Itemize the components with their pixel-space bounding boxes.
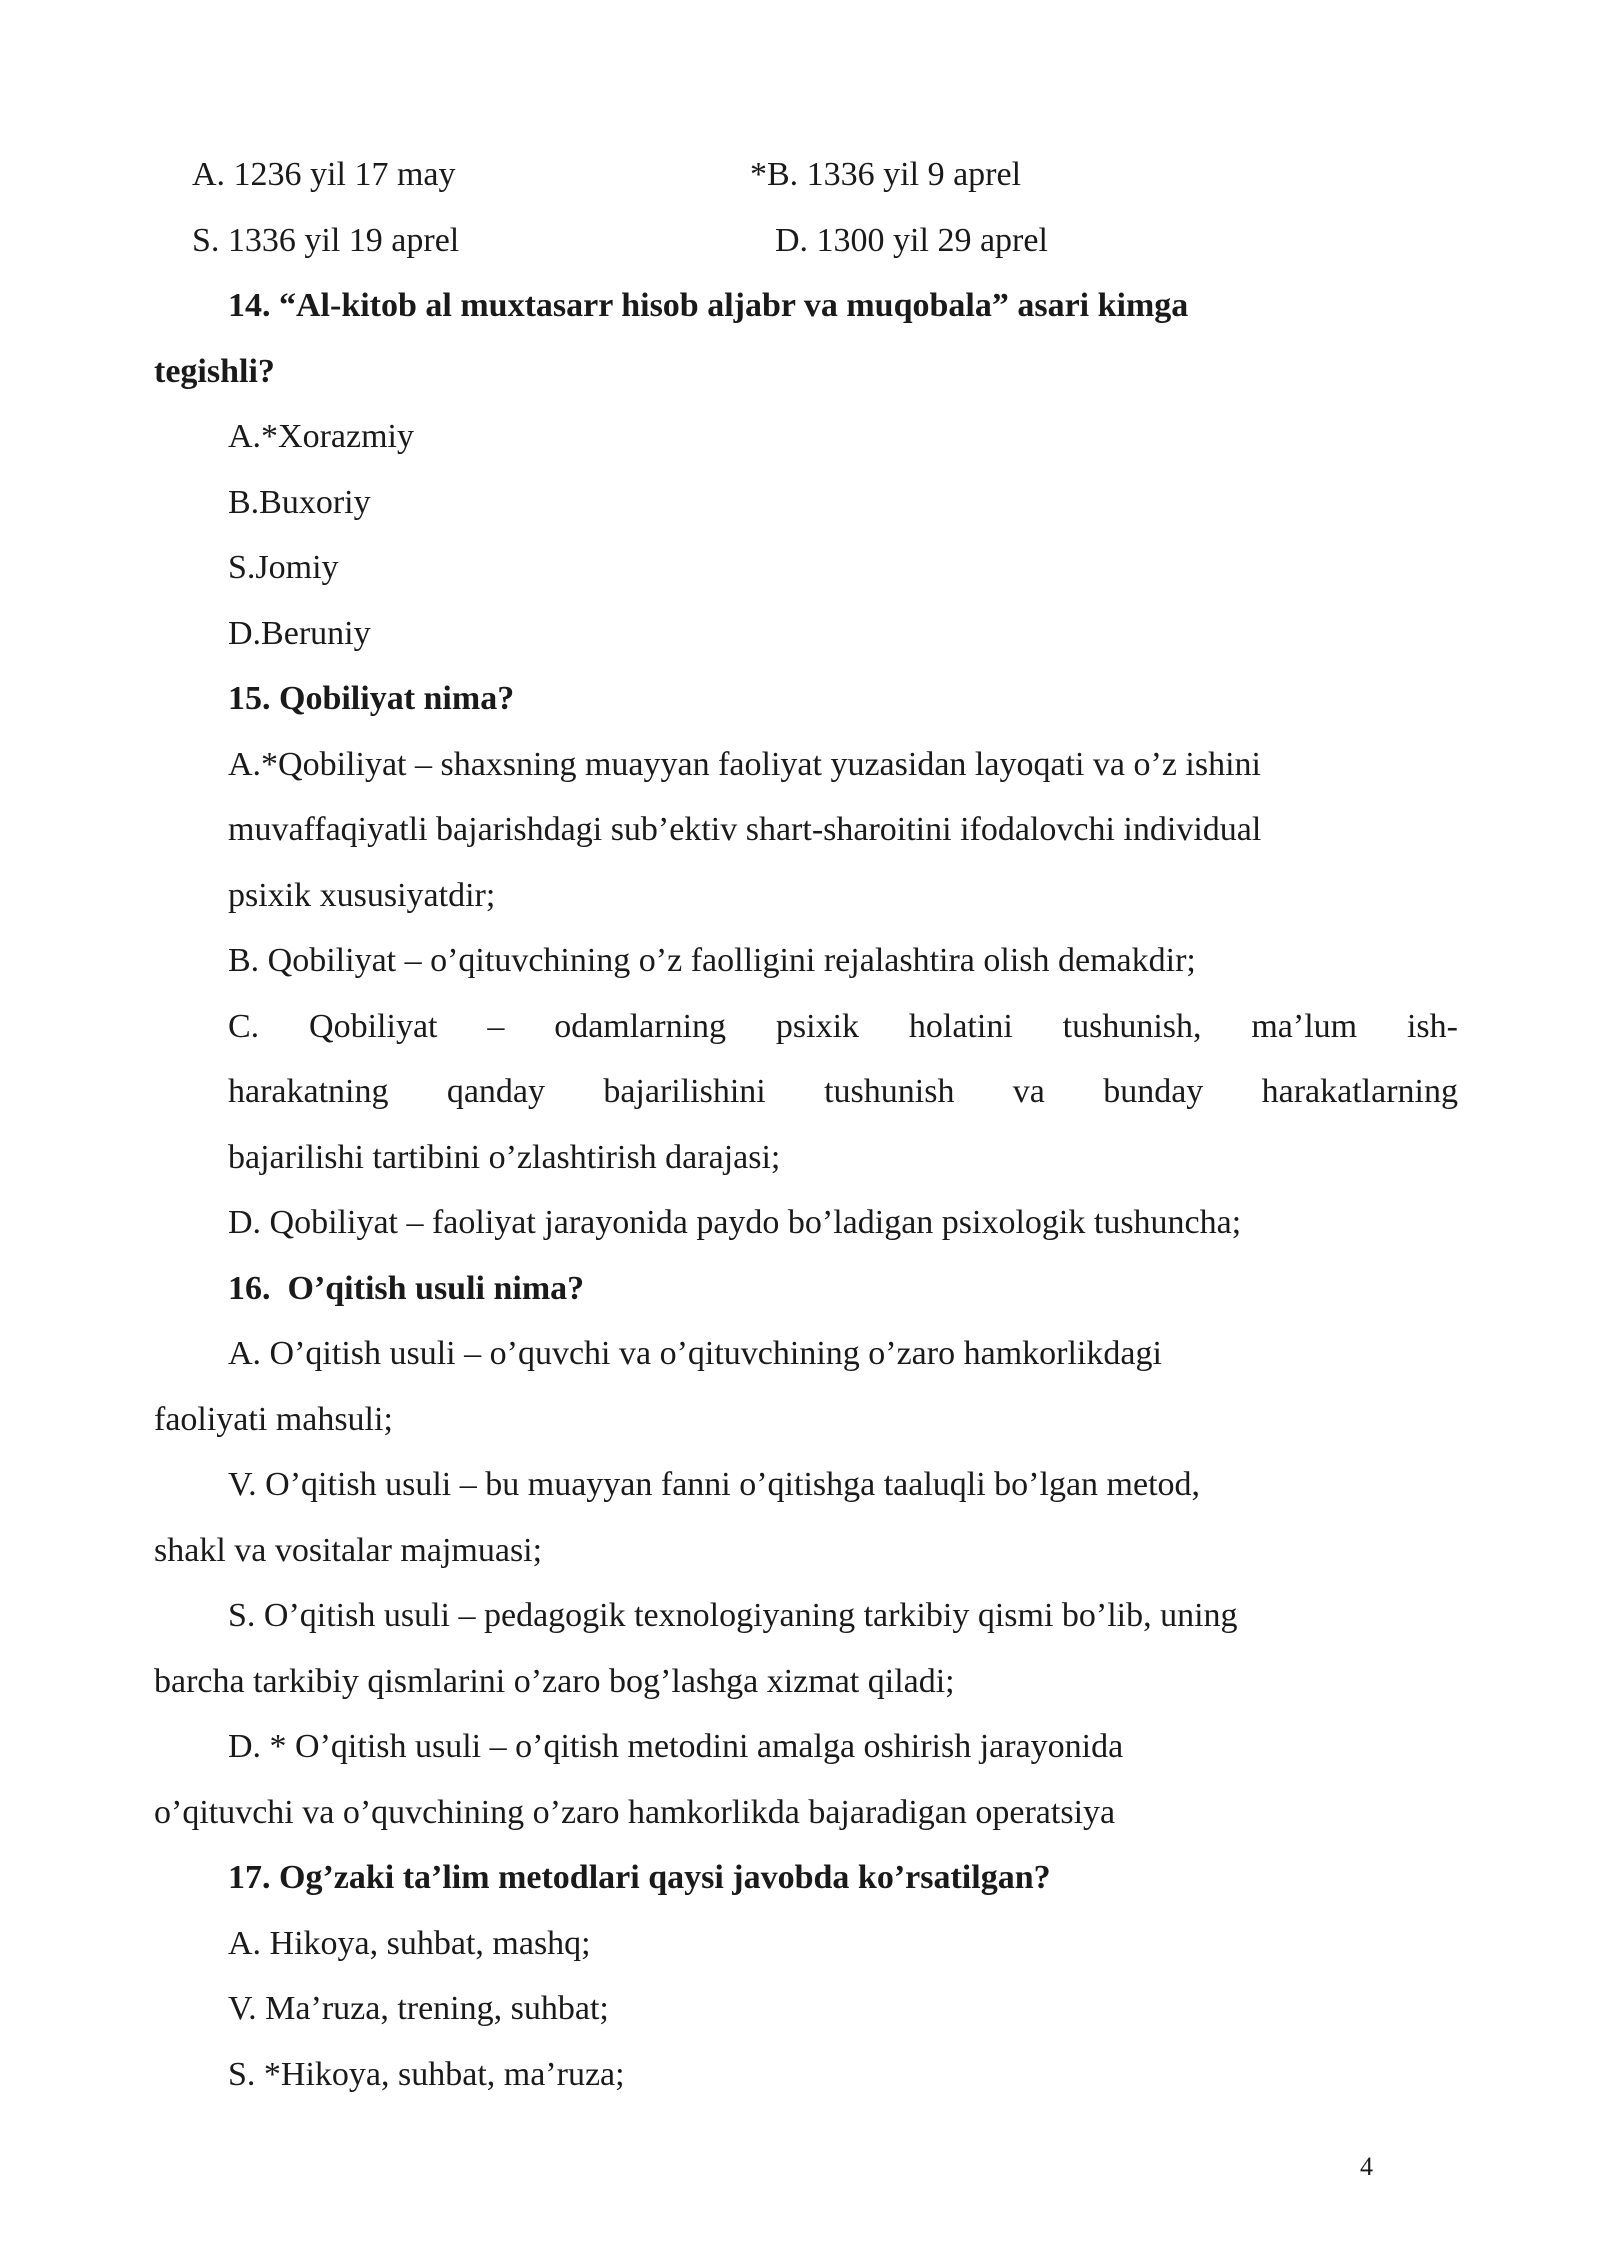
q15-option-a-line3: psixik xususiyatdir; xyxy=(228,877,496,914)
q14-option-s: S.Jomiy xyxy=(228,549,339,586)
word: ma’lum xyxy=(1251,1008,1358,1045)
word: va xyxy=(1012,1073,1045,1110)
q14-question-line1: 14. “Al-kitob al muxtasarr hisob aljabr va muqobala” asari kimga xyxy=(228,287,1189,324)
q14-option-d: D.Beruniy xyxy=(228,615,371,652)
q13-option-s: S. 1336 yil 19 aprel xyxy=(192,222,460,259)
q16-option-d-line2: o’qituvchi va o’quvchining o’zaro hamkorlikda bajaradigan operatsiya xyxy=(154,1794,1116,1831)
q14-question-line2: tegishli? xyxy=(154,353,275,390)
q17-option-s: S. *Hikoya, suhbat, ma’ruza; xyxy=(228,2056,625,2093)
word: odamlarning xyxy=(554,1008,727,1045)
word: tushunish xyxy=(824,1073,955,1110)
q16-option-v-line1: V. O’qitish usuli – bu muayyan fanni o’qitishga taaluqli bo’lgan metod, xyxy=(228,1466,1201,1503)
q14-option-a: A.*Xorazmiy xyxy=(228,418,415,455)
q17-question: 17. Og’zaki ta’lim metodlari qaysi javobda ko’rsatilgan? xyxy=(228,1859,1051,1896)
q16-option-a-line1: A. O’qitish usuli – o’quvchi va o’qituvchining o’zaro hamkorlikdagi xyxy=(228,1335,1162,1372)
q15-option-a-line1: A.*Qobiliyat – shaxsning muayyan faoliyat yuzasidan layoqati va o’z ishini xyxy=(228,746,1261,783)
q15-option-c-line2 xyxy=(228,1072,1458,1112)
q13-option-b: *B. 1336 yil 9 aprel xyxy=(750,156,1022,193)
q16-question: 16. O’qitish usuli nima? xyxy=(228,1270,585,1307)
q16-option-v-line2: shakl va vositalar majmuasi; xyxy=(154,1532,543,1569)
word: Qobiliyat xyxy=(309,1008,438,1045)
word: bajarilishini xyxy=(603,1073,766,1110)
q15-option-c-line3: bajarilishi tartibini o’zlashtirish darajasi; xyxy=(228,1139,781,1176)
word: ish- xyxy=(1406,1008,1458,1045)
word: harakatning xyxy=(228,1073,389,1110)
word: psixik xyxy=(775,1008,860,1045)
q15-option-a-line2: muvaffaqiyatli bajarishdagi sub’ektiv shart-sharoitini ifodalovchi individual xyxy=(228,811,1262,848)
q15-option-b: B. Qobiliyat – o’qituvchining o’z faolligini rejalashtira olish demakdir; xyxy=(228,942,1196,979)
q16-option-a-line2: faoliyati mahsuli; xyxy=(154,1401,393,1438)
q15-question: 15. Qobiliyat nima? xyxy=(228,680,515,717)
word: holatini xyxy=(908,1008,1013,1045)
q14-option-b: B.Buxoriy xyxy=(228,484,371,521)
q16-option-s-line1: S. O’qitish usuli – pedagogik texnologiyaning tarkibiy qismi bo’lib, uning xyxy=(228,1597,1238,1634)
word: – xyxy=(487,1008,505,1045)
q16-option-s-line2: barcha tarkibiy qismlarini o’zaro bog’lashga xizmat qiladi; xyxy=(154,1663,955,1700)
q15-option-d: D. Qobiliyat – faoliyat jarayonida paydo bo’ladigan psixologik tushuncha; xyxy=(228,1204,1242,1241)
word: C. xyxy=(228,1008,260,1045)
q16-option-d-line1: D. * O’qitish usuli – o’qitish metodini amalga oshirish jarayonida xyxy=(228,1728,1124,1765)
q17-option-v: V. Ma’ruza, trening, suhbat; xyxy=(228,1990,609,2027)
q17-option-a: A. Hikoya, suhbat, mashq; xyxy=(228,1925,591,1962)
word: bunday xyxy=(1103,1073,1204,1110)
q15-option-c-line1 xyxy=(228,1007,1458,1047)
q13-option-a: A. 1236 yil 17 may xyxy=(192,156,456,193)
word: tushunish, xyxy=(1062,1008,1202,1045)
word: harakatlarning xyxy=(1261,1073,1458,1110)
word: qanday xyxy=(446,1073,546,1110)
q13-option-d: D. 1300 yil 29 aprel xyxy=(775,222,1048,259)
page-number: 4 xyxy=(1360,2152,1373,2181)
